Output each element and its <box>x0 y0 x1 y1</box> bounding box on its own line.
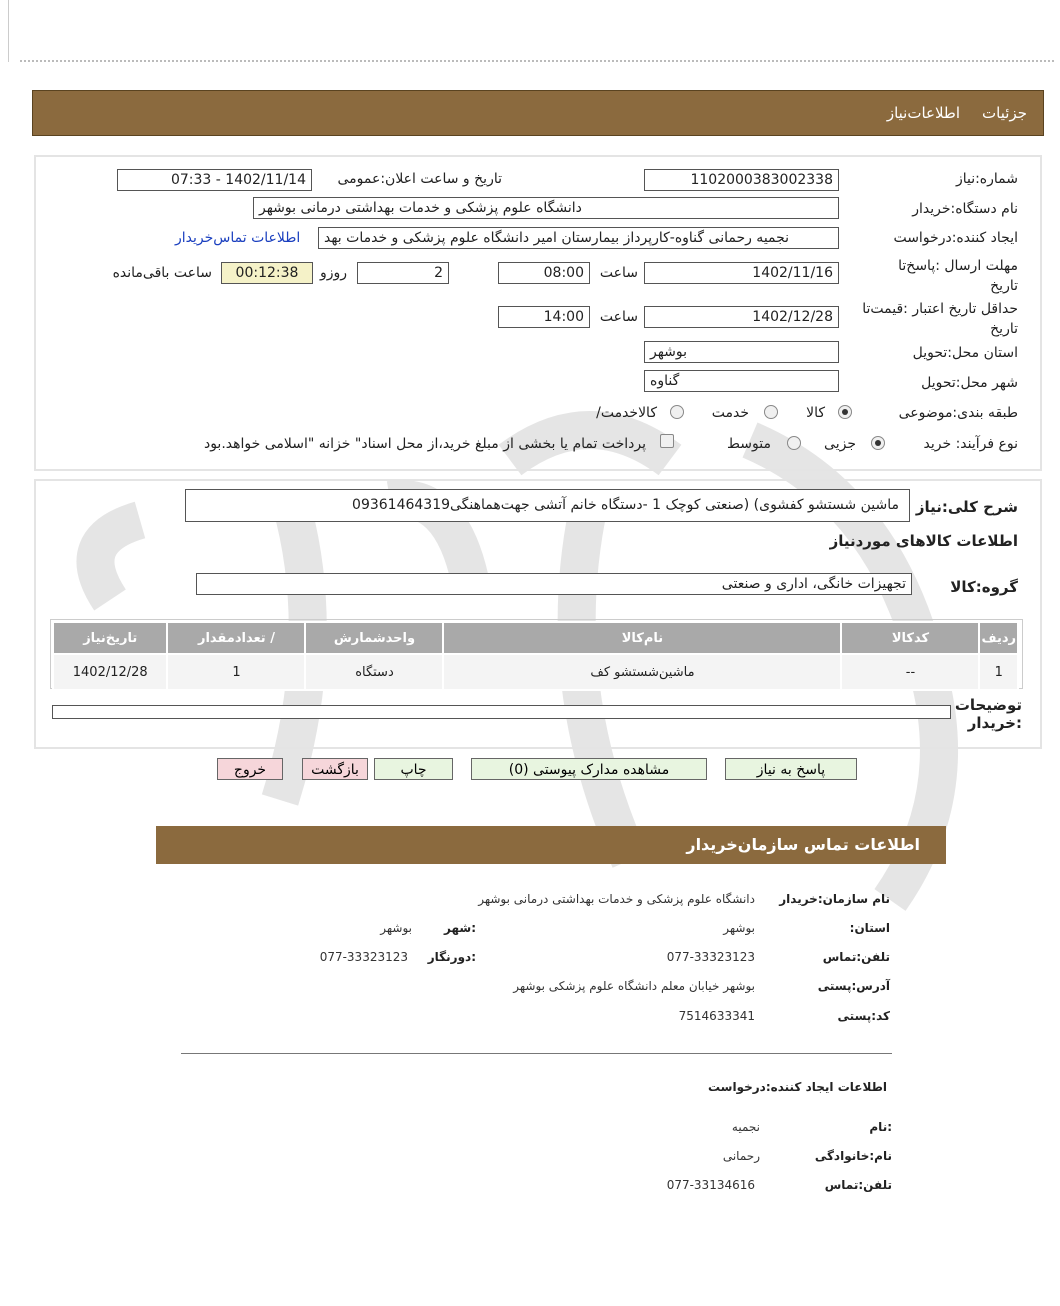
buyer-contact-title: اطلاعات تماس سازمان‌خریدار <box>686 835 920 854</box>
contact-fax-value: 077-33323123 <box>319 950 408 964</box>
creator-info-title: اطلاعات ایجاد کننده:درخواست <box>707 1080 887 1094</box>
org-value: دانشگاه علوم پزشکی و خدمات بهداشتی درمانی بوشهر <box>478 892 755 906</box>
dotted-divider <box>20 60 1054 62</box>
cell-quantity: 1 <box>167 654 305 690</box>
general-description-field: ماشین شستشو کفشوی) (صنعتی کوچک 1 -دستگاه خانم آتشی جهت‌هماهنگی09361464319 <box>185 489 910 522</box>
table-row <box>53 654 1018 690</box>
buyer-contact-header <box>156 826 946 864</box>
category-service-label: خدمت <box>711 405 749 421</box>
province-field: بوشهر <box>644 341 839 363</box>
col-code: کدکالا <box>841 622 979 654</box>
col-unit: واحدشمارش <box>305 622 443 654</box>
cell-name: ماشین‌شستشو کف <box>443 654 841 690</box>
category-radio-service[interactable] <box>764 405 778 419</box>
deadline-hour-label: ساعت <box>599 265 638 281</box>
org-label: نام سازمان:خریدار <box>779 892 890 906</box>
need-number-field: 1102000383002338 <box>644 169 839 191</box>
exit-button[interactable]: خروج <box>217 758 283 780</box>
creator-phone-value: 077-33134616 <box>666 1178 755 1192</box>
treasury-payment-checkbox[interactable] <box>660 434 674 448</box>
contact-divider <box>181 1053 892 1054</box>
col-need-date: تاریخ‌نیاز <box>53 622 167 654</box>
process-radio-minor[interactable] <box>871 436 885 450</box>
validity-label: حداقل تاریخ اعتبار :قیمت‌تا تاریخ <box>862 301 1018 337</box>
validity-date-field: 1402/12/28 <box>644 306 839 328</box>
back-button[interactable]: بازگشت <box>302 758 368 780</box>
general-description-label: شرح کلی:نیاز <box>915 498 1018 516</box>
remaining-label: ساعت باقی‌مانده <box>112 265 212 281</box>
process-minor-label: جزیی <box>824 436 856 452</box>
attachments-button[interactable]: مشاهده مدارک پیوستی (0) <box>471 758 707 780</box>
top-border <box>0 0 9 62</box>
creator-family-label: نام:خانوادگی <box>814 1149 892 1163</box>
category-radio-goods[interactable] <box>838 405 852 419</box>
contact-province-value: بوشهر <box>723 921 755 935</box>
goods-group-label: گروه:کالا <box>950 578 1018 596</box>
creator-name-value: نجمیه <box>731 1120 760 1134</box>
deadline-time-field: 08:00 <box>498 262 590 284</box>
process-radio-medium[interactable] <box>787 436 801 450</box>
validity-hour-label: ساعت <box>599 309 638 325</box>
col-name: نام‌کالا <box>443 622 841 654</box>
items-section-title: اطلاعات کالاهای موردنیاز <box>829 532 1018 550</box>
print-button[interactable]: چاپ <box>374 758 453 780</box>
contact-postal-label: کد:پستی <box>837 1009 890 1023</box>
category-label: طبقه بندی:موضوعی <box>898 405 1018 421</box>
creator-family-value: رحمانی <box>722 1149 760 1163</box>
city-field: گناوه <box>644 370 839 392</box>
contact-address-value: بوشهر خیابان معلم دانشگاه علوم پزشکی بوشهر <box>513 979 755 993</box>
creator-name-label: :نام <box>869 1120 892 1134</box>
remaining-timer: 00:12:38 <box>221 262 313 284</box>
col-quantity: / تعدادمقدار <box>167 622 305 654</box>
tab-need-info[interactable]: اطلاعات‌نیاز <box>886 104 961 122</box>
reply-button[interactable]: پاسخ به نیاز <box>725 758 857 780</box>
buyer-org-label: نام دستگاه:خریدار <box>912 201 1018 217</box>
cell-row: 1 <box>979 654 1018 690</box>
tab-details[interactable]: جزئیات <box>982 104 1027 122</box>
contact-province-label: استان: <box>849 921 890 935</box>
deadline-date-field: 1402/11/16 <box>644 262 839 284</box>
contact-fax-label: :دورنگار <box>427 950 476 964</box>
deadline-label: مهلت ارسال :پاسخ‌تا تاریخ <box>898 258 1018 294</box>
contact-phone-label: تلفن:تماس <box>822 950 890 964</box>
contact-city-value: بوشهر <box>380 921 412 935</box>
buyer-notes-label: توضیحات :خریدار <box>954 696 1022 732</box>
need-number-label: شماره:نیاز <box>955 171 1018 187</box>
contact-postal-value: 7514633341 <box>678 1009 755 1023</box>
col-row: ردیف <box>979 622 1018 654</box>
cell-unit: دستگاه <box>305 654 443 690</box>
creator-phone-label: تلفن:تماس <box>824 1178 892 1192</box>
contact-phone-value: 077-33323123 <box>666 950 755 964</box>
category-goods-label: کالا <box>806 405 825 421</box>
contact-city-label: :شهر <box>444 921 476 935</box>
validity-time-field: 14:00 <box>498 306 590 328</box>
buyer-contact-link[interactable]: اطلاعات تماس‌خریدار <box>175 230 301 246</box>
process-label: نوع فرآیند: خرید <box>923 436 1018 452</box>
creator-label: ایجاد کننده:درخواست <box>893 230 1018 246</box>
cell-need-date: 1402/12/28 <box>53 654 167 690</box>
day-label: روزو <box>319 265 347 281</box>
treasury-payment-note: پرداخت تمام یا بخشی از مبلغ خرید،از محل اسناد" خزانه "اسلامی خواهد.بود <box>203 436 646 452</box>
days-field: 2 <box>357 262 449 284</box>
creator-field: نجمیه رحمانی گناوه-کارپرداز بیمارستان امیر دانشگاه علوم پزشکی و خدمات بهد <box>318 227 839 249</box>
cell-code: -- <box>841 654 979 690</box>
header-bar <box>32 90 1044 136</box>
process-medium-label: متوسط <box>727 436 771 452</box>
items-table <box>52 621 1019 691</box>
category-radio-goods-service[interactable] <box>670 405 684 419</box>
buyer-org-field: دانشگاه علوم پزشکی و خدمات بهداشتی درمانی بوشهر <box>253 197 839 219</box>
contact-address-label: آدرس:پستی <box>817 979 890 993</box>
goods-group-field: تجهیزات خانگی، اداری و صنعتی <box>196 573 912 595</box>
announce-field: 1402/11/14 - 07:33 <box>117 169 312 191</box>
city-label: شهر محل:تحویل <box>921 375 1018 391</box>
announce-label: تاریخ و ساعت اعلان:عمومی <box>337 171 502 187</box>
province-label: استان محل:تحویل <box>912 345 1018 361</box>
category-goods-service-label: کالاخدمت/ <box>596 405 657 421</box>
buyer-notes-field <box>52 705 951 719</box>
